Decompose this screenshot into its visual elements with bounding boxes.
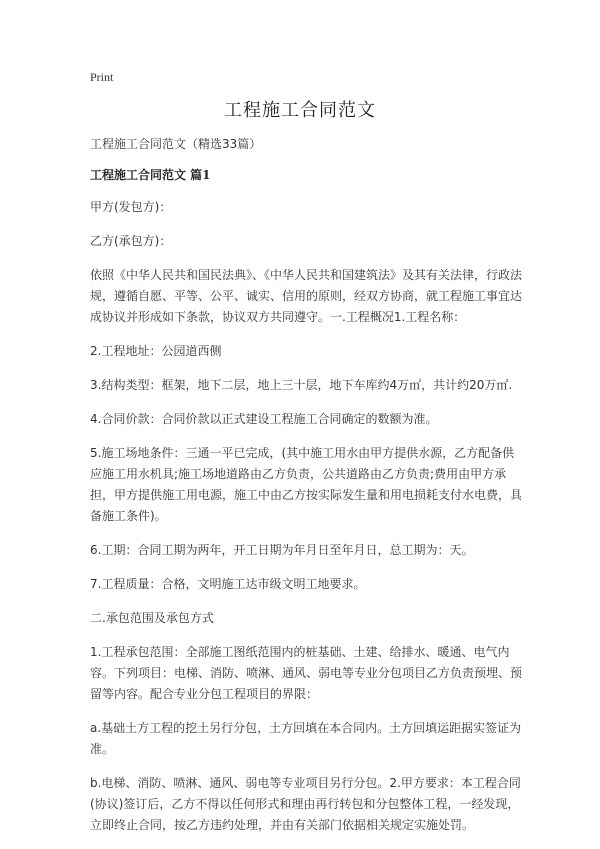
- paragraph-preamble: 依照《中华人民共和国民法典》、《中华人民共和国建筑法》及其有关法律，行政法规，遵循自愿、平等、公平、诚实、信用的原则，经双方协商，就工程施工事宜达成协议并形成如下条款，协议双方共同遵守。一.工程概况1.工程名称：: [90, 268, 523, 324]
- paragraph-address: 2.工程地址：公园道西侧: [90, 344, 222, 358]
- paragraph-quality: 7.工程质量：合格，文明施工达市级文明工地要求。: [90, 577, 366, 591]
- print-label[interactable]: Print: [90, 70, 114, 84]
- paragraph-party-a: 甲方(发包方)：: [90, 200, 172, 214]
- document-body: [90, 134, 522, 849]
- document-subtitle: 工程施工合同范文（精选33篇）: [90, 137, 262, 151]
- paragraph-price: 4.合同价款：合同价款以正式建设工程施工合同确定的数额为准。: [90, 412, 438, 426]
- paragraph-structure: 3.结构类型：框架，地下二层，地上三十层，地下车库约4万㎡，共计约20万㎡.: [90, 378, 513, 392]
- paragraph-item-b: b.电梯、消防、喷淋、通风、弱电等专业项目另行分包。2.甲方要求：本工程合同(协议)签订后，乙方不得以任何形式和理由再行转包和分包整体工程，一经发现，立即终止合同，按乙方违约处理，并由有关部门依据相关规定实施处罚。: [90, 776, 521, 832]
- paragraph-item-a: a.基础土方工程的挖土另行分包，土方回填在本合同内。土方回填运距据实签证为准。: [90, 721, 522, 756]
- paragraph-duration: 6.工期：合同工期为两年，开工日期为年月日至年月日，总工期为：天。: [90, 543, 474, 557]
- paragraph-party-b: 乙方(承包方)：: [90, 234, 172, 248]
- section-heading: 工程施工合同范文 篇1: [90, 168, 211, 182]
- document-title: 工程施工合同范文: [224, 100, 376, 121]
- paragraph-site-conditions: 5.施工场地条件：三通一平已完成，(其中施工用水由甲方提供水源，乙方配备供应施工用水机具;施工场地道路由乙方负责，公共道路由乙方负责;费用由甲方承担，甲方提供施工用电源，施工中由乙方按实际发生量和用电损耗支付水电费，具备施工条件)。: [90, 446, 523, 523]
- paragraph-scope-heading: 二.承包范围及承包方式: [90, 611, 214, 625]
- paragraph-scope: 1.工程承包范围：全部施工图纸范围内的桩基础、土建、给排水、暖通、电气内容。下列项目：电梯、消防、喷淋、通风、弱电等专业分包项目乙方负责预埋、预留等内容。配合专业分包工程项目的界限：: [90, 645, 523, 701]
